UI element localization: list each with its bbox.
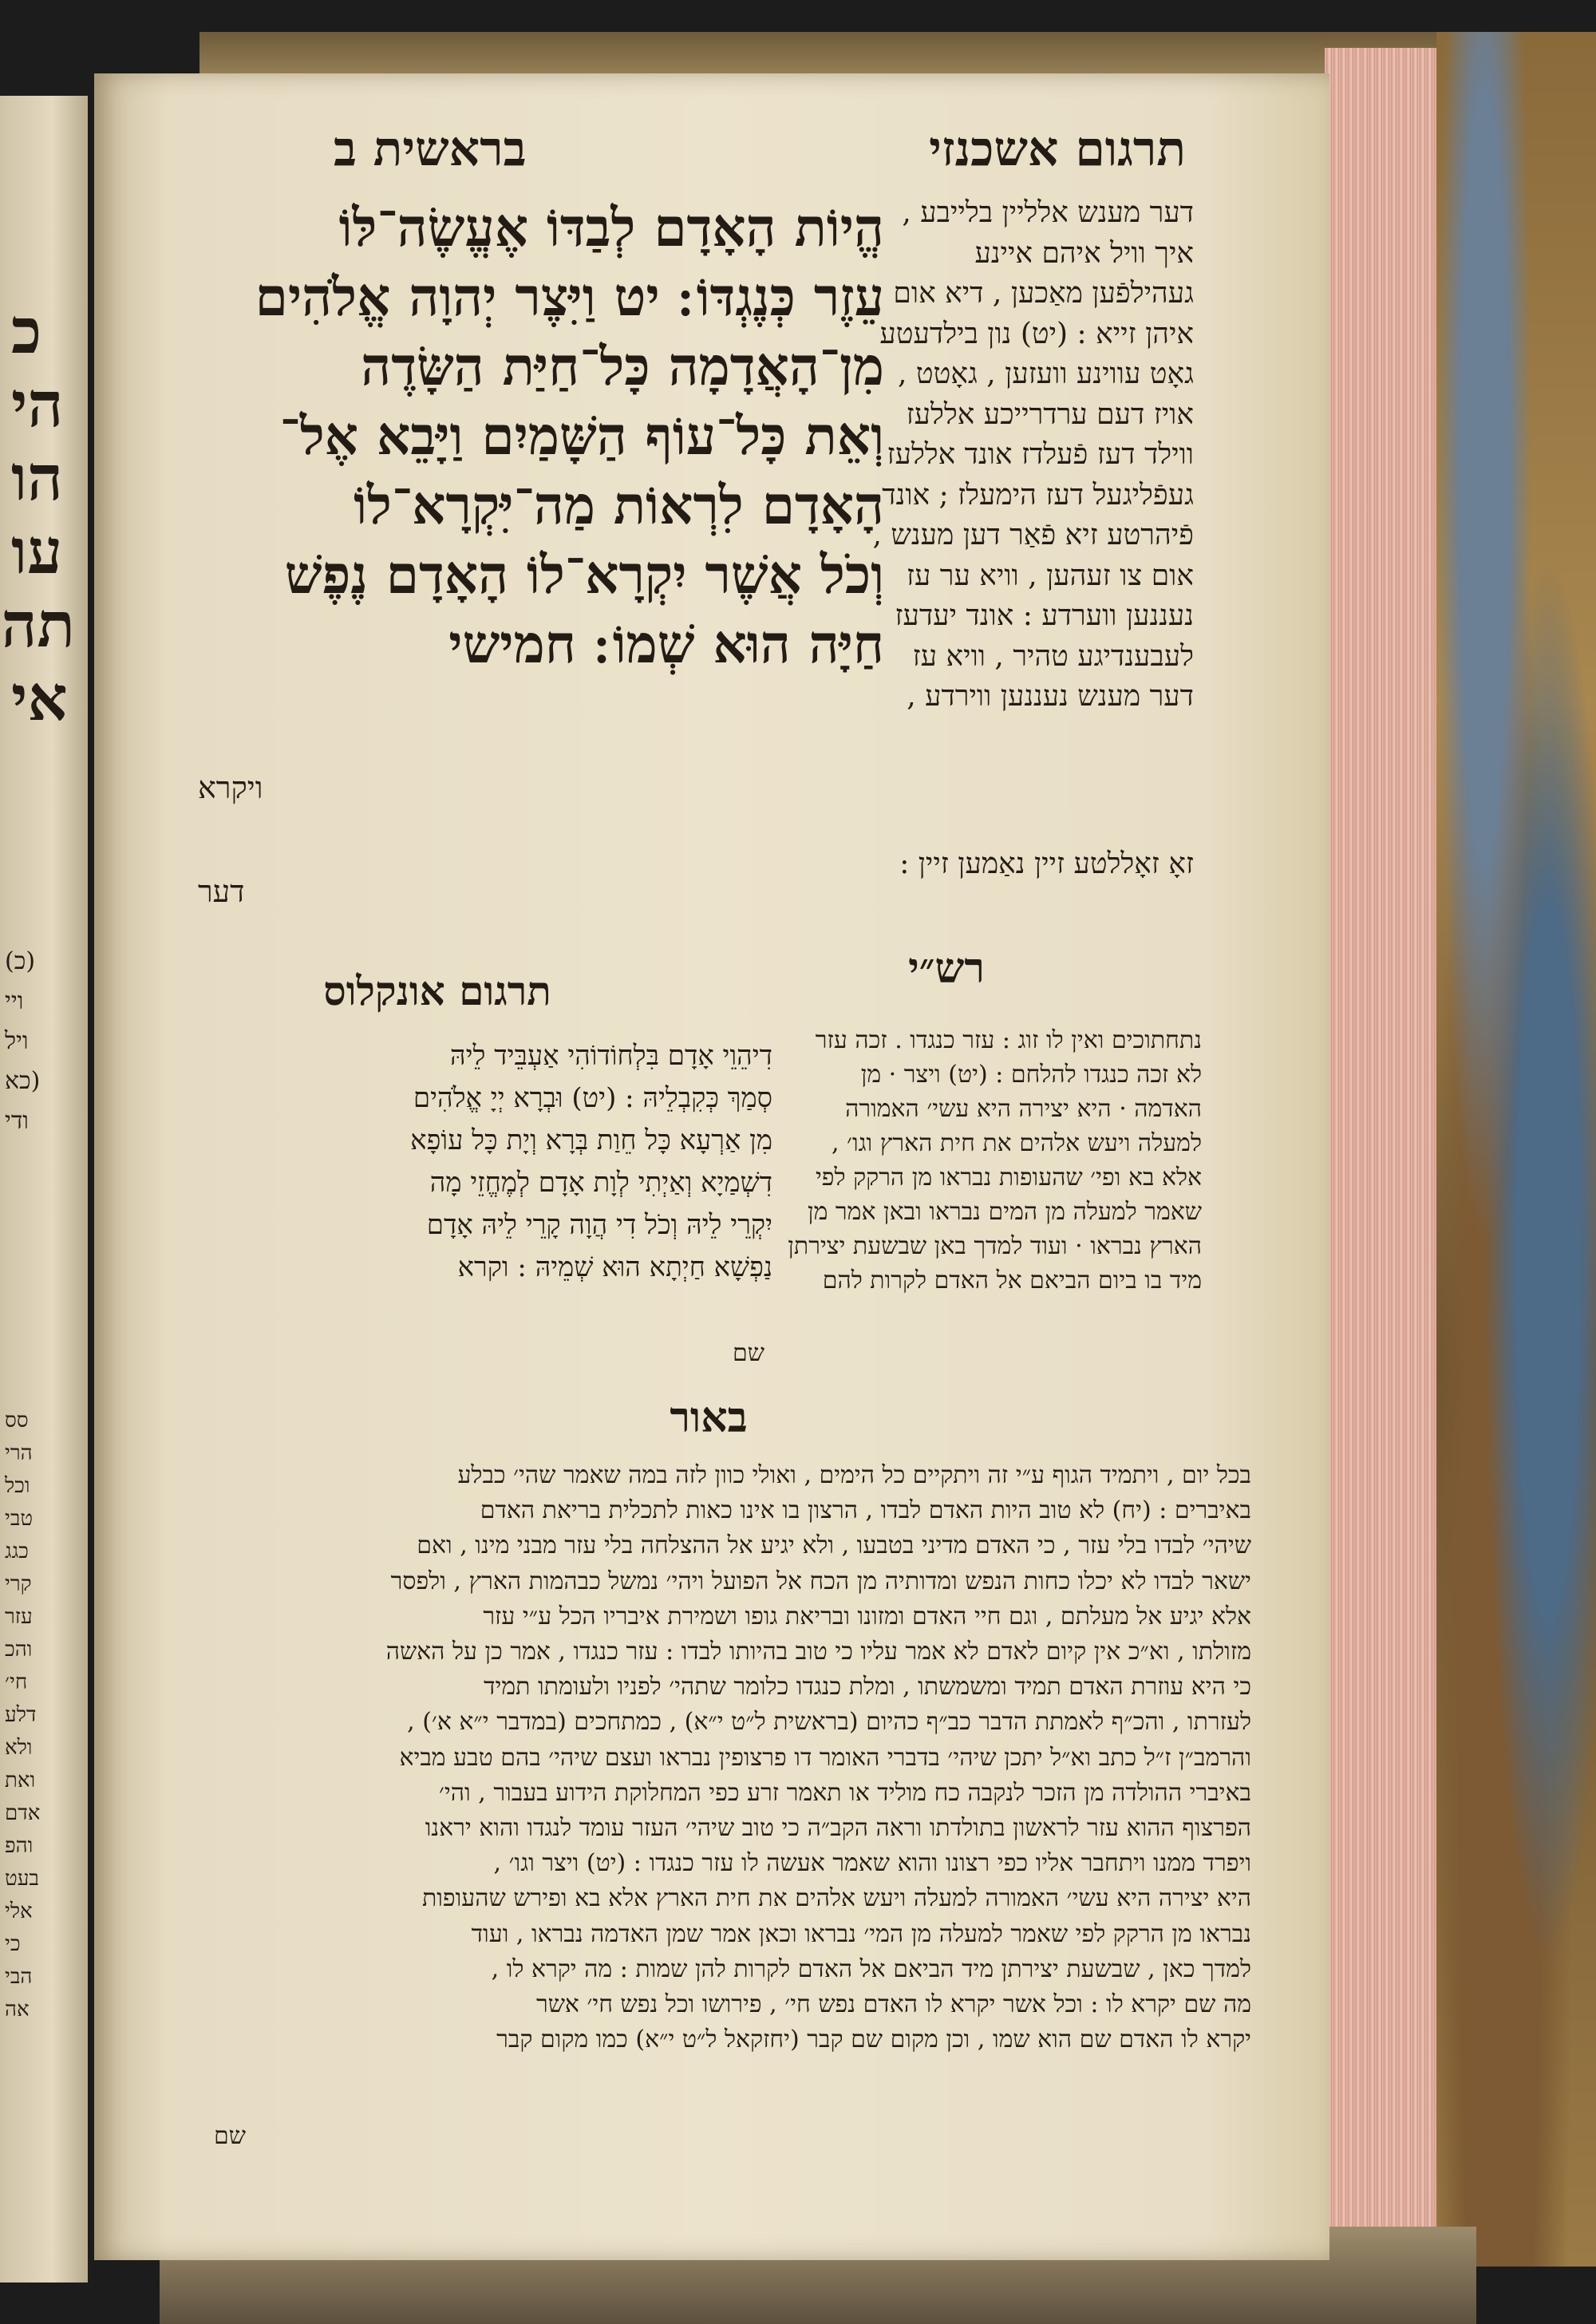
left-mark: (כ) [5,947,36,975]
german-line: איך וויל איהם איינע [974,236,1194,270]
biur-line: והרמב״ן ז״ל כתב וא״ל יתכן שיהי׳ בדברי האומר דו פרצופין נבראו ועצם שיהי׳ בהם טבע מביא [399,1743,1251,1772]
german-line: דער מענש אלליין בלייבע , [902,196,1194,229]
left-line: כי [5,1932,21,1956]
left-line: טבי [5,1507,34,1531]
onkelos-line: יִקְרֵי לֵיהּ וְכֹל דִי הֲוָה קָרֵי לֵיהּ אָדָם [426,1209,772,1241]
left-line: ולא [5,1736,33,1760]
left-line: והפ [5,1834,34,1858]
biur-line: בכל יום , ויתמיד הגוף ע״י זה ויתקיים כל הימים , ואולי כוון לזה במה שאמר שהי׳ כבלע [457,1461,1251,1489]
biur-line: אלא יגיע אל מעלתם , וגם חיי האדם ומזונו ובריאת גופו ושמירת איבריו הכל ע״י עזר [483,1602,1251,1630]
biur-line: לעזרתו , והכ״ף לאמתת הדבר כב״ף כהיום (בראשית ל״ט י״א) , כמתחכים (במדבר י״א א׳) , [407,1708,1251,1737]
left-glyph: כ [11,295,42,368]
biur-line: מה שם יקרא לו : וכל אשר יקרא לו האדם נפש חי׳ , פירושו וכל נפש חי׳ אשר [535,1990,1251,2019]
left-mark: ויל [5,1027,29,1055]
running-head-bereshit: בראשית ב [334,121,527,177]
german-line: דער מענש נעננען ווירדע , [907,680,1194,713]
german-line: געהילפֿען מאַכען , דיא אום [893,277,1194,310]
left-line: ואת [5,1769,36,1792]
left-line: הרי [5,1441,33,1465]
left-line: חי׳ [5,1670,28,1694]
german-line: פֿיהרטע זיא פֿאַר דען מענש , [872,519,1194,551]
left-line: בעט [5,1867,39,1891]
biur-title: באור [670,1393,748,1442]
rashi-line: שאמר למעלה מן המים נבראו ובאן אמר מן [807,1198,1202,1226]
left-line: כגג [5,1539,29,1563]
german-line: אום צו זעהען , וויא ער עז [906,559,1194,592]
left-mark: ויי [5,987,24,1015]
hebrew-line: מִן־הָאֲדָמָה כָּל־חַיַּת הַשָּׂדֶה [361,335,884,397]
onkelos-title: תרגום אונקלוס [323,967,551,1014]
left-mark: ודי [5,1107,29,1135]
biur-line: נבראו מן הרקק לפי שאמר למעלה מן המי׳ נבראו וכאן אמר שמן האדמה נבראו , ועוד [471,1919,1251,1948]
left-line: סס [5,1409,29,1433]
hebrew-line: חַיָּה הוּא שְׁמוֹ ׃ חמישי [448,613,884,675]
biur-line: למדך כאן , שבשעת יצירתן מיד הביאם אל האדם לקרות להן שמות : מה יקרא לו , [491,1954,1251,1983]
german-line: ווילד דעז פֿעלדז אונד אללעז [887,438,1194,471]
biur-line: שיהי׳ לבדו בלי עזר , כי האדם מדיני בטבעו , ולא יגיע אל ההצלחה בלי עזר מבני מינו , ואם [417,1532,1251,1560]
left-page-lines [5,1405,77,2026]
biur-line: הפרצוף ההוא עזר לראשון בתולדתו וראה הקב״ה כי טוב שיהי׳ העזר עומד לנגדו והוא יראנו [425,1814,1251,1843]
onkelos-line: דִשְׁמַיָא וְאַיְתִי לְוָת אָדָם לְמֶחֱזֵי מָה [429,1167,772,1199]
rashi-line: האדמה · היא יצירה היא עשי׳ האמורה [845,1095,1202,1123]
left-line: קרי [5,1572,32,1596]
onkelos-column [166,1035,772,1289]
left-glyph: הי [11,369,64,441]
biur-line: כי היא עוזרת האדם תמיד ומשמשתו , ומלת כנגדו כלומר שתהי׳ לפניו ולעומתו תמיד [484,1673,1251,1702]
rashi-catchword: שם [733,1339,764,1367]
onkelos-line: סְמַךְ כְּקִבְלֵיהּ : (יט) וּבְרָא יְיָ אֱלֹהִים [413,1082,772,1114]
rashi-line: אלא בא ופי׳ שהעופות נבראו מן הרקק לפי [815,1164,1202,1192]
hebrew-line: הֱיוֹת הָאָדָם לְבַדּוֹ אֶעֱשֶׂה־לּוֹ [338,196,884,259]
left-line: עזר [5,1605,33,1629]
hebrew-line: הָאָדָם לִרְאוֹת מַה־יִּקְרָא־לוֹ [354,474,884,536]
german-line: נעננען ווערדע : אונד יעדעז [895,599,1194,632]
left-glyph: הו [11,442,63,515]
left-mark: (כא [5,1067,41,1095]
left-line: והכ [5,1638,33,1662]
rashi-line: למעלה ויעש אלהים את חית הארץ וגו׳ , [831,1129,1202,1157]
onkelos-line: מִן אַרְעָא כָּל חֵוַת בְּרָא וְיָת כָּל עוֹפָא [410,1124,772,1156]
main-page [94,73,1329,2260]
biur-line: ישאר לבדו לא יכלו כחות הנפש ומדותיה מן הכח אל הפועל ויהי׳ נמשל כבהמות הארץ , ולפסר [390,1567,1251,1595]
onkelos-line: נַפְשָׁא חַיְתָא הוּא שְׁמֵיהּ : וקרא [457,1251,772,1283]
left-line: אדם [5,1801,41,1825]
hebrew-catchword: ויקרא [198,770,263,805]
left-line: וכל [5,1474,30,1498]
left-line: דלע [5,1703,37,1727]
left-glyph: אי [11,662,68,735]
biur-column [166,1458,1251,2057]
rashi-title: רש״י [908,944,985,993]
marbled-cover [1436,32,1596,2267]
left-line: אה [5,1998,30,2022]
rashi-line: לא זכה כנגדו להלחם : (יט) ויצר · מן [860,1061,1202,1089]
german-line: געפֿליגעל דעז הימעלז ; אונד [882,478,1194,512]
running-head-targum-ashkenazi: תרגום אשכנזי [929,121,1186,177]
onkelos-line: דִיהֵוֵי אָדָם בִּלְחוֹדוֹהִי אַעְבֵּיד לֵיהּ [450,1040,772,1072]
biur-line: היא יצירה היא עשי׳ האמורה למעלה ויעש אלהים את חית הארץ אלא בא ופירש שהעופות [421,1884,1251,1913]
rashi-line: הארץ נבראו · ועוד למדך באן שבשעת יצירתן [788,1232,1202,1260]
hebrew-line: עֵזֶר כְּנֶגְדּוֹ ׃ יט וַיִּצֶר יְהוָה אֱלֹהִים [255,266,884,328]
german-last-line: זאָ זאָללטע זיין נאַמען זיין : [899,848,1194,880]
german-translation-column [683,193,1194,717]
german-line: אויז דעם ערדרייכע אללעז [906,397,1194,431]
biur-line: מזולתו , וא״כ אין קיום לאדם לא אמר עליו כי טוב בהיותו לבדו : עזר כנגדו , אמר כן על האשה [385,1638,1251,1666]
left-glyph: תה [1,589,75,662]
german-line: איהן זייא : (יט) נון בילדעטע [879,317,1194,350]
left-line: אלי [5,1899,33,1923]
left-page-mid-marks [5,942,77,1141]
biur-line: באיברים : (יח) לא טוב היות האדם לבדו , הרצון בו אינו כאות לתכלית בריאת האדם [480,1496,1251,1525]
german-line: גאָט עווינע וועזען , גאָטט , [897,358,1194,390]
biur-line: יקרא לו האדם שם הוא שמו , וכן מקום שם קבר (יחזקאל ל״ט י״א) כמו מקום קבר [496,2026,1251,2054]
page-fore-edge [1325,48,1436,2227]
left-line: הבי [5,1965,33,1989]
rashi-line: נתחתוכים ואין לו זוג : עזר כנגדו . זכה עזר [815,1026,1202,1054]
german-line: לעבענדיגע טהיר , וויא עז [912,639,1194,673]
biur-line: באיברי ההולדה מן הזכר לנקבה כח מוליד או תאמר זרע כפי המחלוקת הידוע בעבור , והי׳ [439,1778,1251,1807]
biur-line: ויפרד ממנו ויתחבר אליו כפי רצונו והוא שאמר אעשה לו עזר כנגדו : (יט) ויצר וגו׳ , [493,1849,1251,1878]
german-catchword: דער [198,874,245,909]
left-page-fragment [0,96,88,2282]
left-page-top-glyphs [1,295,75,736]
left-glyph: עו [11,516,63,588]
rashi-line: מיד בו ביום הביאם אל האדם לקרות להם [822,1267,1202,1294]
hebrew-line: וְכֹל אֲשֶׁר יִקְרָא־לוֹ הָאָדָם נֶפֶשׁ [284,543,884,606]
hebrew-line: וְאֵת כָּל־עוֹף הַשָּׁמַיִם וַיָּבֵא אֶל־ [279,405,884,467]
biur-catchword: שם [214,2122,246,2150]
